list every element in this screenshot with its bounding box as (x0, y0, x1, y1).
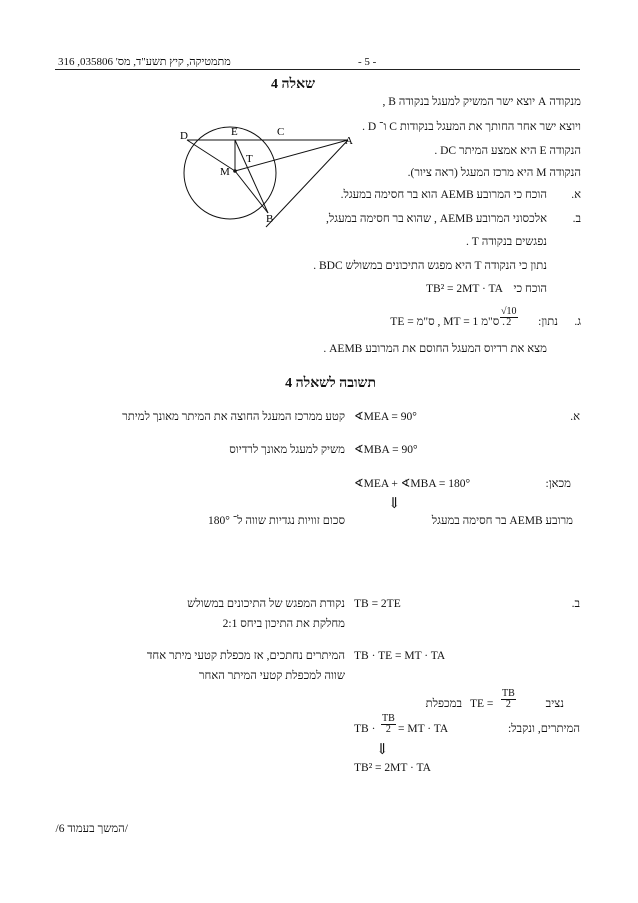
geometry-diagram (170, 118, 360, 240)
answer-b-row3-right: = MT · TA (398, 723, 449, 735)
answer-b-subst-1: נציב (545, 698, 564, 710)
answer-b-row1-reason-2: מחלקת את התיכון ביחס 2:1 (222, 618, 345, 630)
sqrt-radicand: 10 (506, 306, 517, 317)
question-line-4: הנקודה M היא מרכז המעגל (ראה ציור). (407, 167, 581, 179)
answer-b-row4-math: TB² = 2MT · TA (354, 762, 431, 774)
answer-b-subst-2: במכפלת (425, 698, 462, 710)
label-t: T (246, 153, 253, 165)
answer-title: תשובה לשאלה 4 (285, 376, 376, 391)
label-m: M (220, 166, 230, 178)
down-arrow-b: ⇓ (376, 742, 389, 758)
answer-b-row2-math: TB · TE = MT · TA (354, 650, 446, 662)
answer-b-subst-te: TE = (470, 698, 494, 710)
part-b-prove-label: הוכח כי (513, 283, 547, 295)
answer-b-row1-math: TB = 2TE (354, 598, 401, 610)
part-c-given-values: TE = ס"מ , MT = 1 ס"מ . (390, 316, 505, 328)
tangent-line (266, 140, 348, 227)
question-title: שאלה 4 (270, 77, 315, 92)
answer-a-row3-math: ∢MEA + ∢MBA = 180° (354, 478, 471, 490)
part-b-text-1: אלכסוני המרובע AEMB , שהוא בר חסימה במעגל, (326, 213, 547, 225)
part-b-text-3: נתון כי הנקודה T היא מפגש התיכונים במשולש BDC . (313, 260, 547, 272)
answer-b-subst-3: המיתרים, ונקבל: (507, 723, 580, 735)
answer-a-row1-reason: קטע ממרכז המעגל החוצה את המיתר מאונך למיתר (122, 411, 345, 423)
label-c: C (277, 126, 285, 138)
label-d: D (180, 130, 188, 142)
answer-a-hence: מכאן: (545, 478, 571, 490)
part-c-fraction (499, 307, 519, 328)
header-rule (55, 69, 580, 70)
answer-a-row1-math: ∢MEA = 90° (354, 411, 417, 423)
part-c-given: נתון: (538, 316, 558, 328)
page-number: - 5 - (358, 56, 377, 68)
sqrt-ten: √10 (501, 306, 517, 317)
part-b-text-2: נפגשים בנקודה T . (466, 236, 547, 248)
fraction-denominator: 2 (505, 699, 511, 710)
answer-a-row4-reason: סכום זוויות נגדיות שווה ל־ 180° (207, 515, 345, 527)
answer-a-row2-math: ∢MBA = 90° (354, 444, 418, 456)
answer-a-row4-math: מרובע AEMB בר חסימה במעגל (431, 515, 573, 527)
answer-b-label: ב. (571, 598, 580, 610)
question-line-2: ויוצא ישר אחר החותך את המעגל בנקודות C ו־ D . (362, 121, 581, 133)
part-c-text-2: מצא את רדיוס המעגל החוסם את המרובע AEMB . (323, 343, 547, 355)
footer-continue: /המשך בעמוד 6/ (55, 823, 128, 835)
answer-a-row2-reason: משיק למעגל מאונך לרדיוס (229, 444, 345, 456)
center-point (233, 169, 237, 173)
question-line-1: מנקודה A יוצא ישר המשיק למעגל בנקודה B , (382, 96, 581, 108)
answer-b-row2-reason-1: המיתרים נחתכים, אז מכפלת קטעי מיתר אחד (146, 650, 345, 662)
answer-a-label: א. (570, 411, 580, 423)
down-arrow-a: ⇓ (388, 496, 401, 512)
header-course-info: 316 ,035806 'מתמטיקה, קיץ תשע"ד, מס (58, 56, 231, 68)
answer-b-subst-fraction (500, 689, 517, 710)
answer-b-row3-left: TB · (354, 723, 376, 735)
answer-b-row3-fraction (380, 714, 397, 735)
label-a: A (345, 135, 353, 147)
part-a-label: א. (571, 189, 581, 201)
fraction-numerator: TB (382, 713, 395, 724)
part-c-label: ג. (574, 316, 581, 328)
answer-b-row2-reason-2: שווה למכפלת קטעי המיתר האחר (198, 670, 345, 682)
label-e: E (231, 126, 238, 138)
label-b: B (266, 213, 274, 225)
fraction-denominator: 2 (385, 724, 391, 735)
part-b-label: ב. (572, 213, 581, 225)
fraction-numerator: TB (502, 688, 515, 699)
fraction-denominator: 2 (506, 317, 512, 328)
part-a-text: הוכח כי המרובע AEMB הוא בר חסימה במעגל. (340, 189, 547, 201)
answer-b-row1-reason-1: נקודת המפגש של התיכונים במשולש (187, 598, 345, 610)
part-b-formula: TB² = 2MT · TA (426, 283, 503, 295)
question-line-3: הנקודה E היא אמצע המיתר DC . (434, 145, 581, 157)
